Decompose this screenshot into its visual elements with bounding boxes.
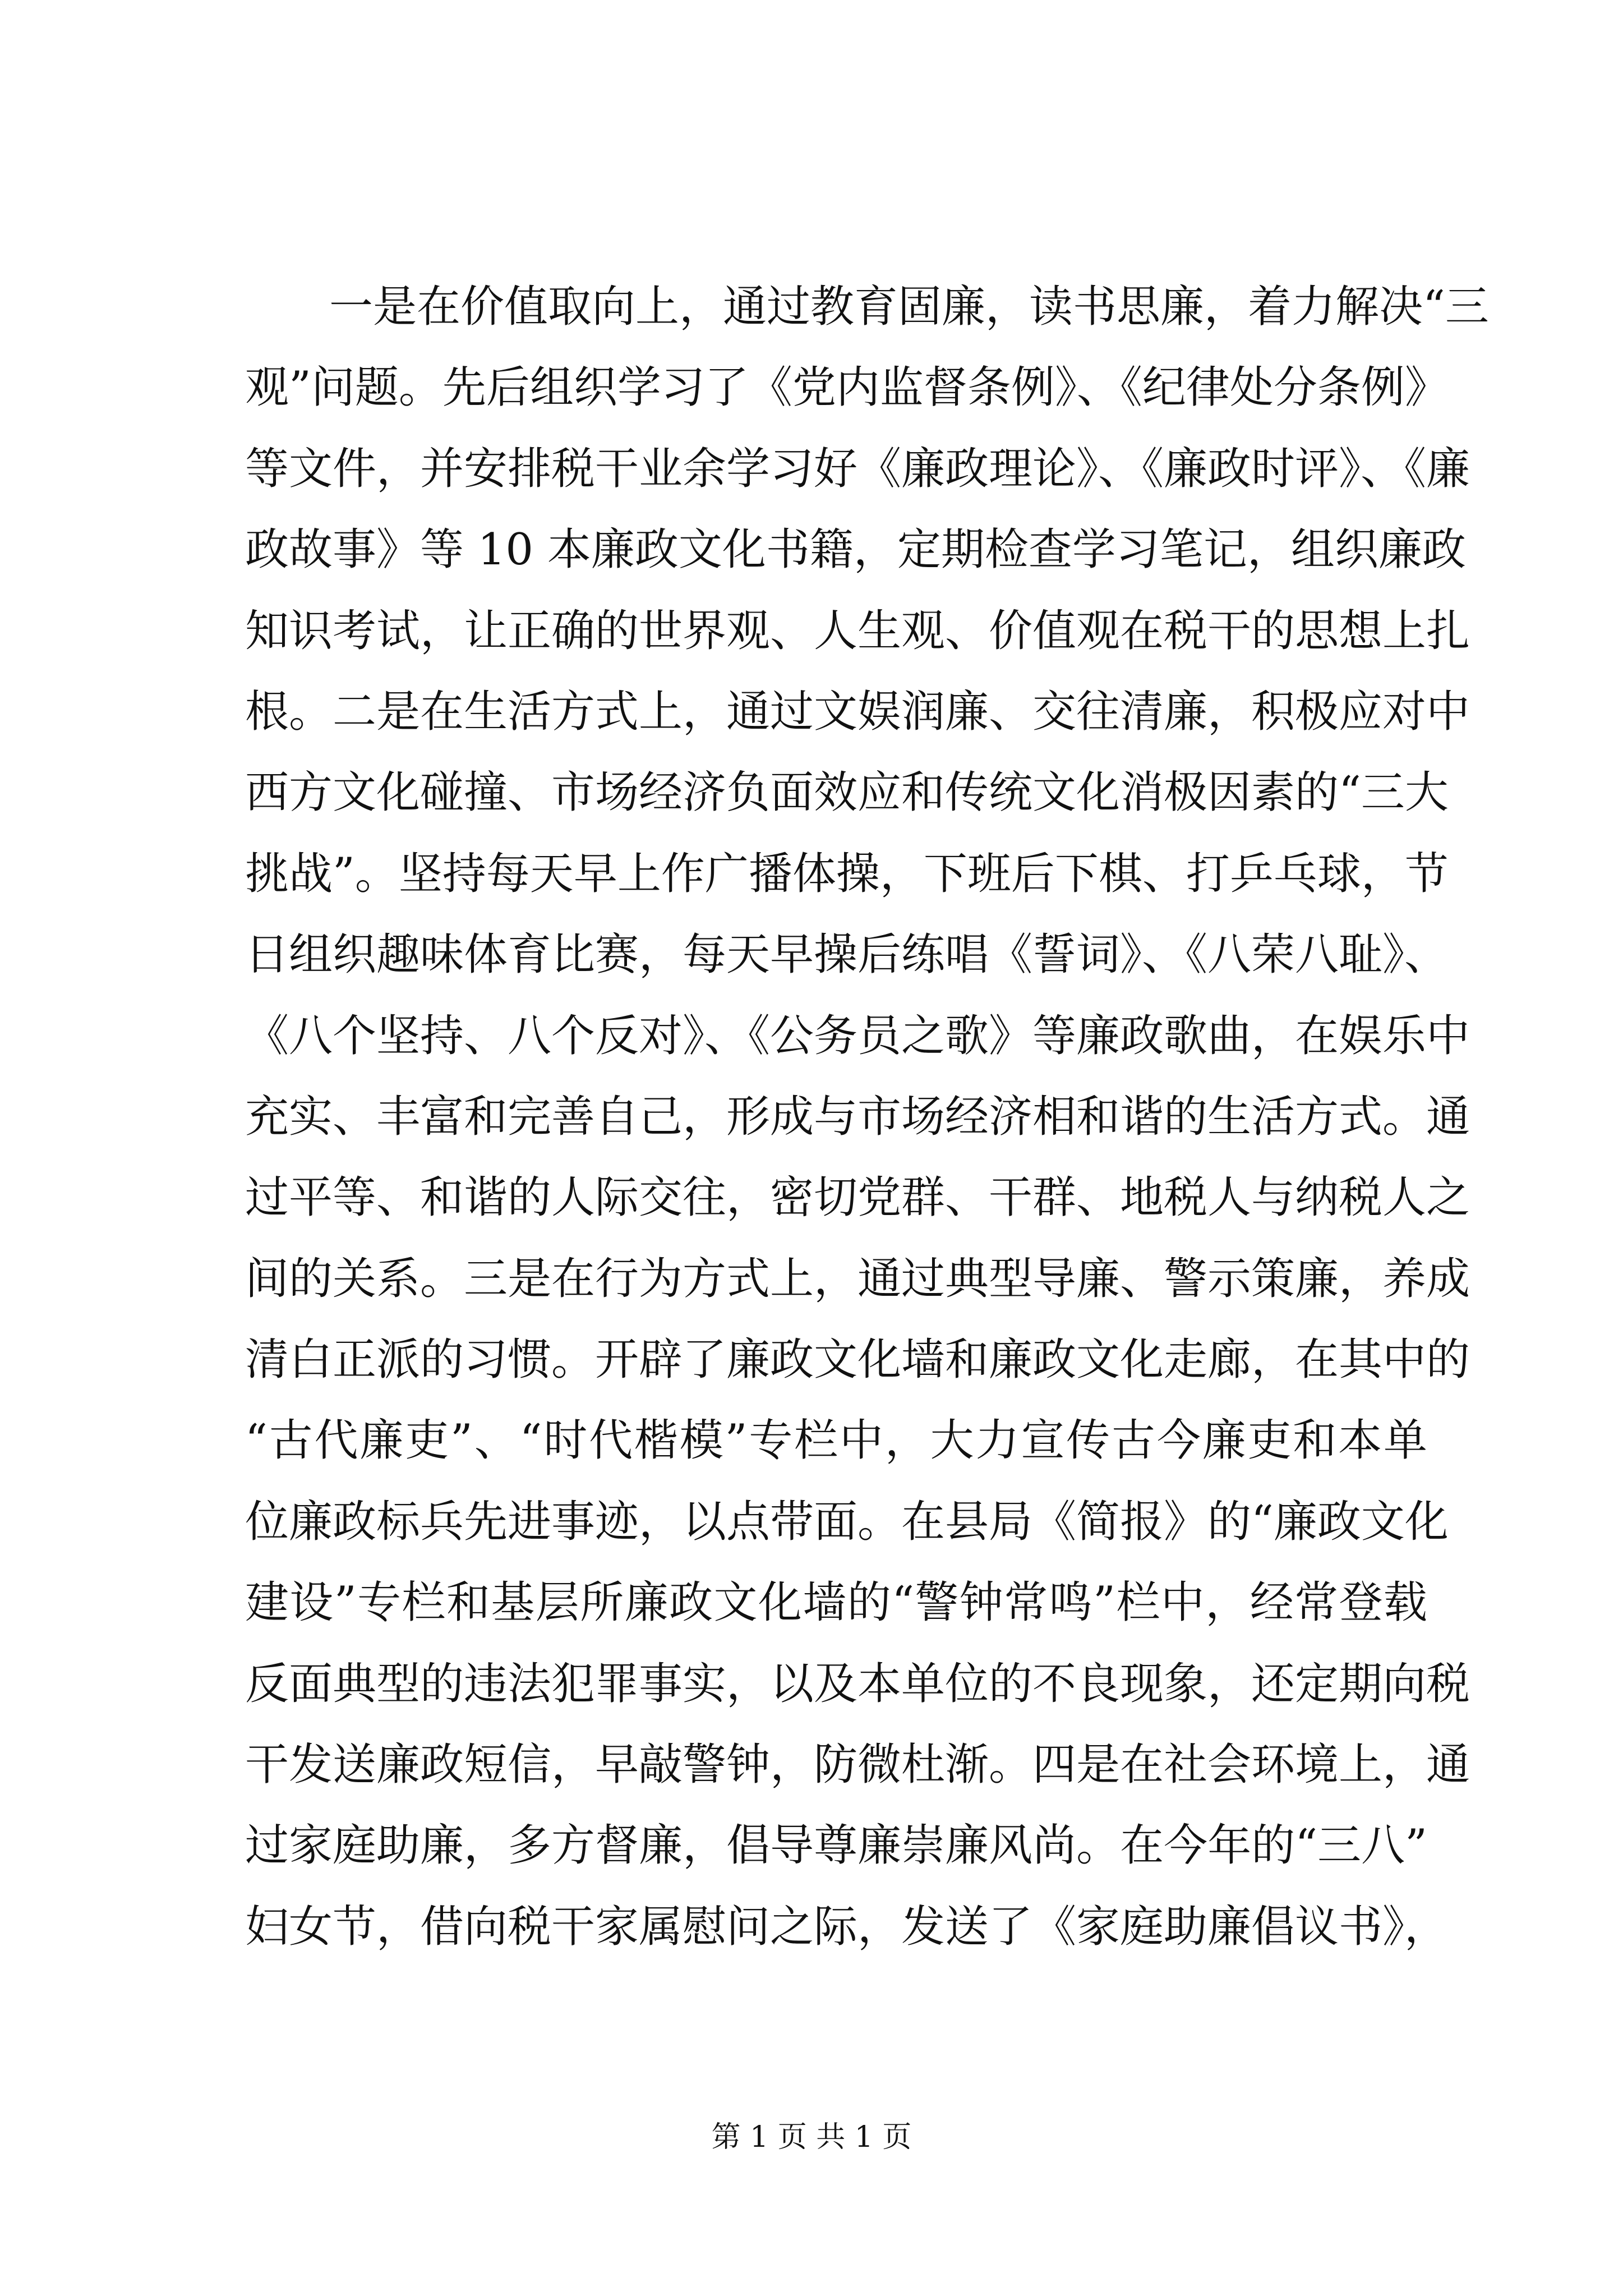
text-line: 西方文化碰撞、市场经济负面效应和传统文化消极因素的“三大 — [245, 767, 1449, 818]
text-line: 观”问题。先后组织学习了《党内监督条例》、《纪律处分条例》 — [245, 362, 1449, 413]
text-line: 清白正派的习惯。开辟了廉政文化墙和廉政文化走廊，在其中的 — [245, 1335, 1470, 1386]
text-line: 知识考试，让正确的世界观、人生观、价值观在税干的思想上扎 — [245, 605, 1470, 656]
text-line: 反面典型的违法犯罪事实，以及本单位的不良现象，还定期向税 — [245, 1658, 1470, 1709]
text-line: 位廉政标兵先进事迹，以点带面。在县局《简报》的“廉政文化 — [245, 1496, 1449, 1547]
text-line: 日组织趣味体育比赛，每天早操后练唱《誓词》、《八荣八耻》、 — [245, 930, 1449, 981]
text-line: 间的关系。三是在行为方式上，通过典型导廉、警示策廉，养成 — [245, 1253, 1470, 1304]
text-line: 妇女节，借向税干家属慰问之际，发送了《家庭助廉倡议书》， — [245, 1901, 1449, 1952]
text-line: 《八个坚持、八个反对》、《公务员之歌》等廉政歌曲，在娱乐中 — [245, 1010, 1470, 1061]
text-line: 过家庭助廉，多方督廉，倡导尊廉崇廉风尚。在今年的“三八” — [245, 1820, 1427, 1871]
text-line: 过平等、和谐的人际交往，密切党群、干群、地税人与纳税人之 — [245, 1172, 1470, 1223]
text-line: 一是在价值取向上，通过教育固廉，读书思廉，着力解决“三 — [329, 282, 1489, 332]
text-line: 政故事》等 10 本廉政文化书籍，定期检查学习笔记，组织廉政 — [245, 524, 1466, 576]
text-line: 干发送廉政短信，早敲警钟，防微杜渐。四是在社会环境上，通 — [245, 1740, 1470, 1791]
page-number-label: 第 1 页 共 1 页 — [711, 2120, 912, 2154]
text-line: 充实、丰富和完善自己，形成与市场经济相和谐的生活方式。通 — [245, 1091, 1470, 1142]
body-paragraph — [245, 266, 1489, 1967]
text-line: “古代廉吏”、“时代楷模”专栏中，大力宣传古今廉吏和本单 — [245, 1415, 1427, 1466]
text-line: 挑战”。坚持每天早上作广播体操，下班后下棋、打乒乓球，节 — [245, 848, 1449, 899]
text-line: 根。二是在生活方式上，通过文娱润廉、交往清廉，积极应对中 — [245, 686, 1470, 737]
page-footer — [0, 2118, 1623, 2157]
text-line: 建设”专栏和基层所廉政文化墙的“警钟常鸣”栏中，经常登载 — [245, 1577, 1427, 1628]
text-line: 等文件，并安排税干业余学习好《廉政理论》、《廉政时评》、《廉 — [245, 443, 1470, 494]
